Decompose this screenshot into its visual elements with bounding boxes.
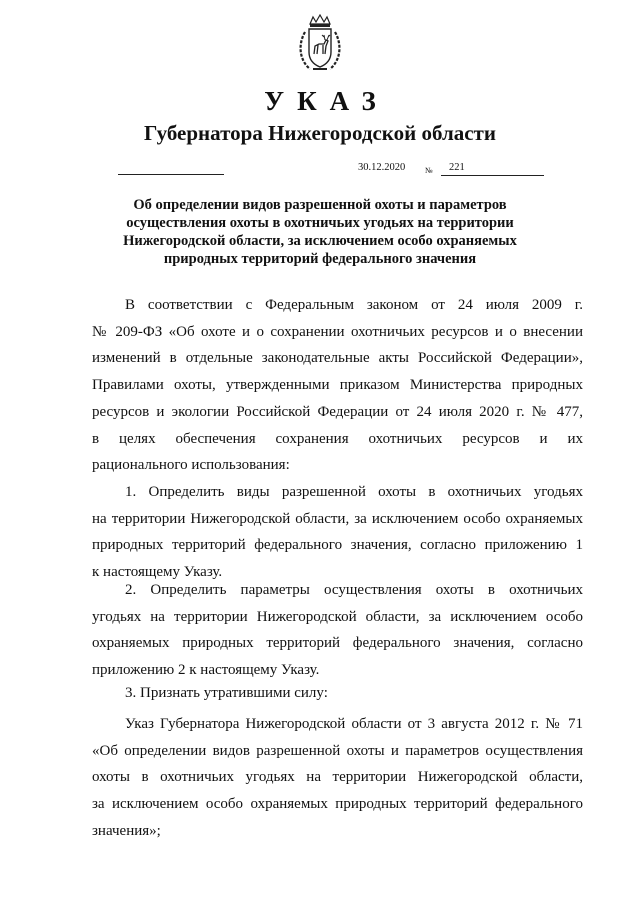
document-date: 30.12.2020 <box>358 162 406 173</box>
text-line: 2. Определить параметры осуществления охоты в охотничьих <box>125 582 583 598</box>
text-line: изменений в отдельные законодательные акты Российской Федерации», <box>92 350 583 367</box>
text-line: Указ Губернатора Нижегородской области от 3 августа 2012 г. № 71 <box>125 716 583 732</box>
document-number: 221 <box>449 162 465 173</box>
text-line: В соответствии с Федеральным законом от 24 июля 2009 г. <box>125 297 583 313</box>
document-title: УКАЗ <box>264 86 389 116</box>
repeal-paragraph <box>92 711 583 845</box>
text-line: 1. Определить виды разрешенной охоты в охотничьих угодьях <box>125 484 583 500</box>
text-line: в целях обеспечения сохранения охотничьих ресурсов и их <box>92 430 583 447</box>
text-line: природных территорий федерального значения, согласно приложению 1 <box>92 537 583 554</box>
text-line: к настоящему Указу. <box>92 564 223 581</box>
number-underline <box>441 175 544 176</box>
text-line: на территории Нижегородской области, за исключением особо охраняемых <box>92 510 583 527</box>
text-line: № 209-ФЗ «Об охоте и о сохранении охотничьих ресурсов и о внесении <box>92 323 583 340</box>
text-line: 3. Признать утратившими силу: <box>125 685 328 701</box>
number-sign: № <box>425 166 433 175</box>
heading-line: Об определении видов разрешенной охоты и параметров <box>133 197 507 213</box>
text-line: ресурсов и экологии Российской Федерации от 24 июля 2020 г. № 477, <box>92 403 583 420</box>
document-heading <box>100 196 540 268</box>
text-line: охоты в охотничьих угодьях на территории Нижегородской области, <box>92 769 583 786</box>
preamble-paragraph <box>92 292 583 479</box>
text-line: угодьях на территории Нижегородской области, за исключением особо <box>92 608 583 625</box>
text-line: охраняемых природных территорий федерального значения, согласно <box>92 635 583 652</box>
text-line: значения»; <box>92 822 161 839</box>
text-line: рационального использования: <box>92 457 290 474</box>
document-issuer: Губернатора Нижегородской области <box>144 121 496 145</box>
text-line: приложению 2 к настоящему Указу. <box>92 662 320 679</box>
heading-line: осуществления охоты в охотничьих угодьях на территории <box>126 215 514 231</box>
heading-line: природных территорий федерального значения <box>163 251 477 267</box>
text-line: за исключением особо охраняемых природных территорий федерального <box>92 796 583 813</box>
signature-line-left <box>118 174 224 175</box>
item-2-paragraph <box>92 577 583 684</box>
text-line: «Об определении видов разрешенной охоты и параметров осуществления <box>92 742 583 759</box>
heading-line: Нижегородской области, за исключением особо охраняемых <box>123 233 517 249</box>
coat-of-arms-emblem <box>296 14 344 74</box>
text-line: Правилами охоты, утвержденными приказом Министерства природных <box>92 377 583 394</box>
item-3-paragraph <box>92 680 583 707</box>
item-1-paragraph <box>92 479 583 586</box>
